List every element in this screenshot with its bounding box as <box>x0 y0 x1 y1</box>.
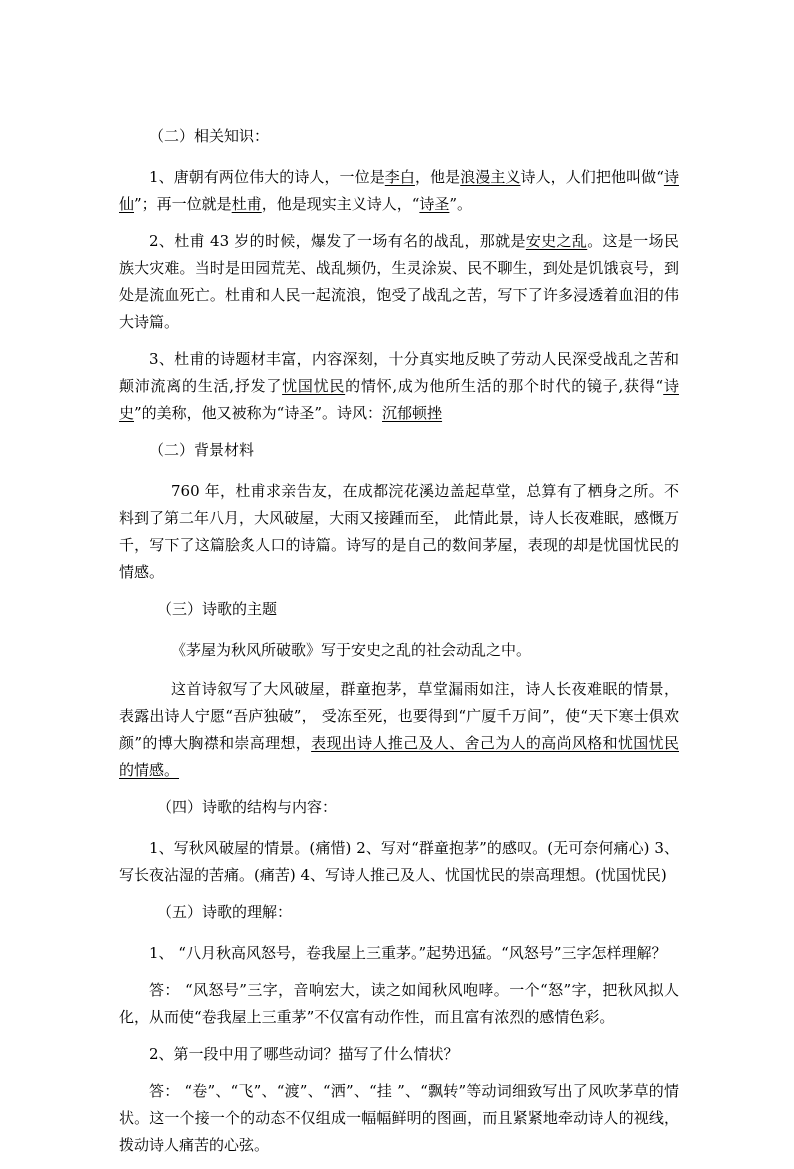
underlined-li-bai: 李白 <box>384 168 415 186</box>
question-1: 1、 “八月秋高风怒号，卷我屋上三重茅。”起势迅猛。“风怒号”三字怎样理解？ <box>149 944 667 962</box>
underlined-shisheng: 诗圣 <box>419 195 450 213</box>
heading-structure: （四）诗歌的结构与内容： <box>157 798 338 816</box>
paragraph-structure: 1、写秋风破屋的情景。(痛惜) 2、写对“群童抱茅”的感叹。(无可奈何痛心) 3、写长夜沾湿的苦痛。(痛苦) 4、写诗人推己及人、忧国忧民的崇高理想。(忧国忧民) <box>119 839 679 884</box>
text: 的情怀,成为他所生活的那个时代的镜子,获得“ <box>345 377 664 395</box>
underlined-shishi: 诗史 <box>119 377 679 422</box>
text: 3、杜甫的诗题材丰富，内容深刻，十分真实地反映了劳动人民深受战乱之苦和颠沛流离的生活,抒发了 <box>119 350 679 395</box>
paragraph-an-shi-rebellion <box>119 228 679 336</box>
underlined-shixian: 诗仙 <box>119 168 679 213</box>
document-body <box>119 123 679 1169</box>
text: 。这是一场民族大灾难。当时是田园荒芜、战乱频仍，生灵涂炭、民不聊生，到处是饥饿哀号，到处是流血死亡。杜甫和人民一起流浪，饱受了战乱之苦，写下了许多浸透着血泪的伟大诗篇。 <box>119 232 679 331</box>
text: 1、唐朝有两位伟大的诗人，一位是 <box>149 168 385 186</box>
text: ，他是现实主义诗人，“ <box>261 195 420 213</box>
text: 诗人，人们把他叫做“ <box>520 168 664 186</box>
underlined-style: 沉郁顿挫 <box>382 404 443 422</box>
heading-background: （二）背景材料 <box>149 441 255 459</box>
paragraph-two-poets <box>119 164 679 218</box>
underlined-anshi: 安史之乱 <box>525 232 588 250</box>
underlined-theme-summary: 表现出诗人推己及人、舍己为人的高尚风格和忧国忧民的情感。 <box>119 734 679 779</box>
answer-2: 答： “卷”、“飞”、“渡”、“洒”、“挂 ”、“飘转”等动词细致写出了风吹茅草的情状。这一个接一个的动态不仅组成一幅幅鲜明的图画，而且紧紧地牵动诗人的视线，拨动诗人痛苦的心弦。 <box>119 1082 679 1154</box>
paragraph-background: 760 年，杜甫求亲告友，在成都浣花溪边盖起草堂，总算有了栖身之所。不料到了第二年八月，大风破屋，大雨又接踵而至， 此情此景，诗人长夜难眠，感慨万千，写下了这篇脍炙人口的诗篇。诗写的是自己的数间茅屋，表现的却是忧国忧民的情感。 <box>119 482 679 581</box>
underlined-du-fu: 杜甫 <box>231 195 262 213</box>
text: 2、杜甫 43 岁的时候，爆发了一场有名的战乱，那就是 <box>149 232 526 250</box>
underlined-romanticism: 浪漫主义 <box>460 168 521 186</box>
text: 这首诗叙写了大风破屋，群童抱茅，草堂漏雨如注，诗人长夜难眠的情景，表露出诗人宁愿“吾庐独破”， 受冻至死，也要得到“广厦千万间”，使“天下寒士俱欢颜”的博大胸襟和崇高理想， <box>119 680 679 752</box>
question-2: 2、第一段中用了哪些动词？描写了什么情状？ <box>149 1045 459 1063</box>
heading-related-knowledge: （二）相关知识： <box>149 127 270 145</box>
heading-understanding: （五）诗歌的理解： <box>157 903 293 921</box>
paragraph-theme-context: 《茅屋为秋风所破歌》写于安史之乱的社会动乱之中。 <box>171 641 532 659</box>
paragraph-poetry-style <box>119 346 679 427</box>
text: ，他是 <box>414 168 461 186</box>
heading-theme: （三）诗歌的主题 <box>157 600 278 618</box>
text: ”。 <box>449 195 473 213</box>
answer-1: 答： “风怒号”三字，音响宏大，读之如闻秋风咆哮。一个“怒”字，把秋风拟人化，从而使“卷我屋上三重茅”不仅富有动作性，而且富有浓烈的感情色彩。 <box>119 981 679 1026</box>
underlined-patriotism: 忧国忧民 <box>282 377 346 395</box>
text: ”的美称，他又被称为“诗圣”。诗风： <box>134 404 383 422</box>
text: ”；再一位就是 <box>134 195 232 213</box>
paragraph-theme-detail <box>119 676 679 784</box>
